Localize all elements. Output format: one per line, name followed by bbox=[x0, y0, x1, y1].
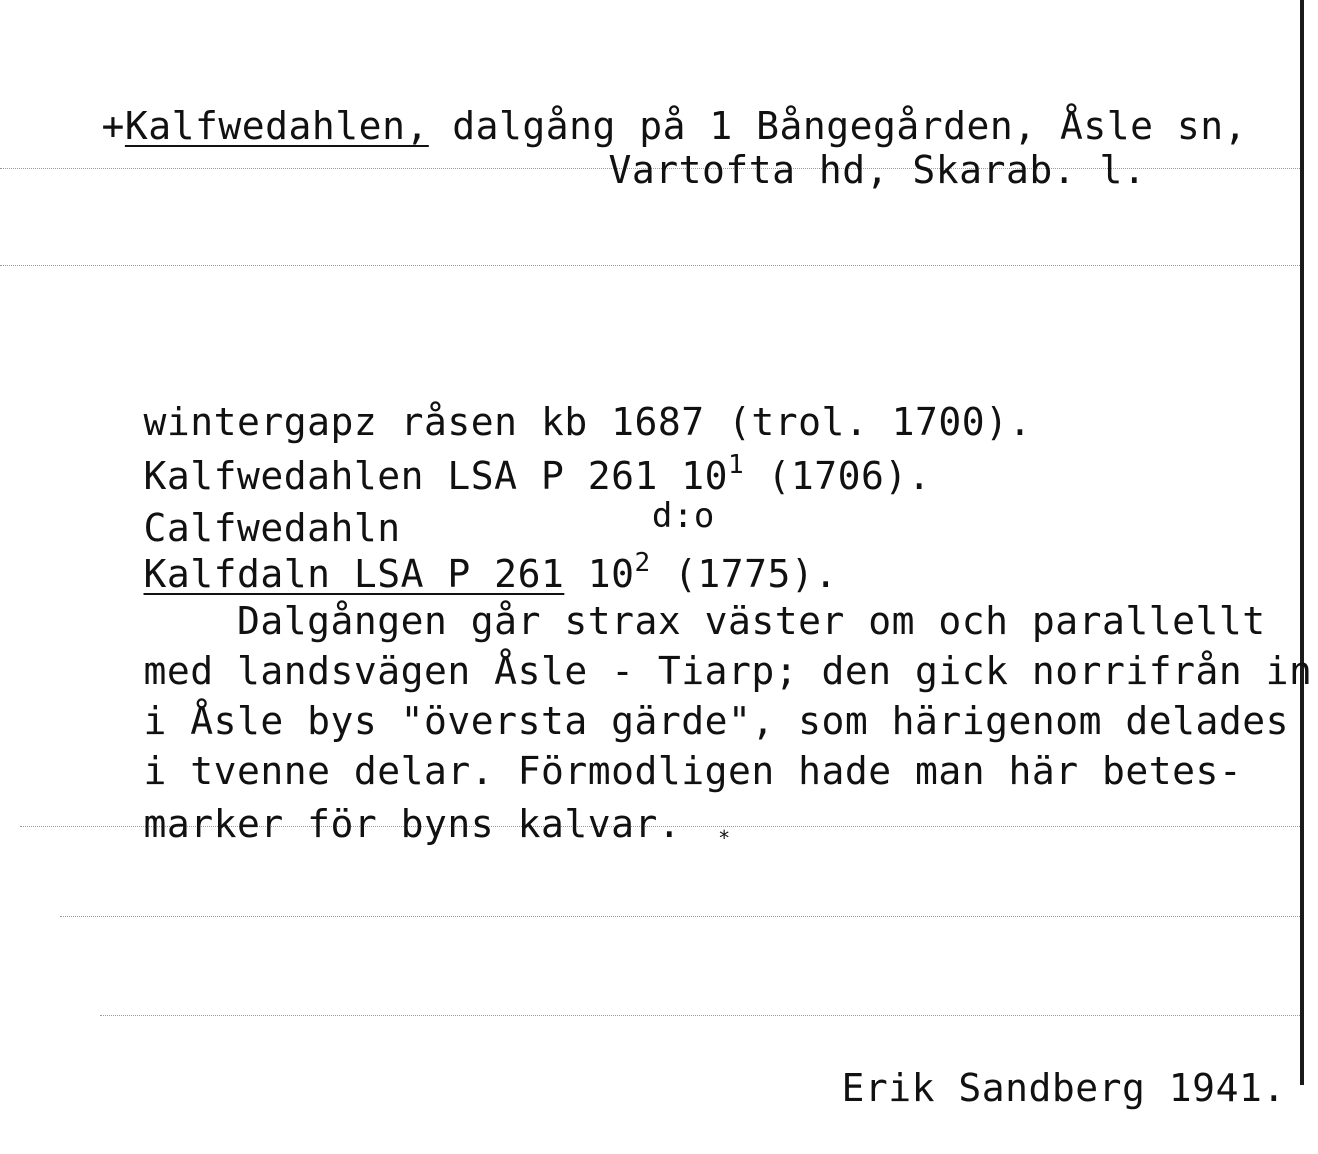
form-superscript: 2 bbox=[634, 548, 651, 578]
guide-rule bbox=[100, 1015, 1300, 1016]
heading-line-2 bbox=[515, 104, 1146, 236]
form-date: (1706). bbox=[744, 454, 932, 498]
body-text: i tvenne delar. Förmodligen hade man här betes- bbox=[143, 749, 1243, 793]
form-text: wintergapz råsen kb 1687 (trol. 1700). bbox=[143, 400, 1032, 444]
ditto-text: d:o bbox=[651, 496, 715, 536]
signature bbox=[748, 1022, 1286, 1154]
body-text: Dalgången går strax väster om och parallellt bbox=[143, 599, 1266, 643]
end-mark-text: * bbox=[718, 826, 731, 850]
form-superscript: 1 bbox=[727, 450, 745, 480]
body-text: med landsvägen Åsle - Tiarp; den gick norrifrån in bbox=[143, 649, 1313, 693]
form-date: (1775). bbox=[650, 552, 838, 596]
end-mark bbox=[668, 772, 731, 904]
form-text: Kalfdaln LSA P 261 bbox=[143, 552, 565, 596]
signature-text: Erik Sandberg 1941. bbox=[841, 1066, 1286, 1110]
body-text: marker för byns kalvar. bbox=[143, 802, 682, 846]
heading-location: Vartofta hd, Skarab. l. bbox=[608, 148, 1147, 192]
guide-rule bbox=[60, 916, 1300, 917]
dagger-mark: + bbox=[101, 104, 125, 148]
form-text: Kalfwedahlen LSA P 261 10 bbox=[143, 454, 728, 498]
heading-description: dalgång på 1 Bångegården, Åsle sn, bbox=[428, 104, 1248, 148]
headword: Kalfwedahlen, bbox=[124, 104, 429, 148]
form-text: Calfwedahln bbox=[143, 506, 401, 550]
card-edge bbox=[1300, 0, 1304, 1085]
guide-rule bbox=[0, 265, 1300, 266]
body-text: i Åsle bys "översta gärde", som härigenom delades bbox=[143, 699, 1290, 743]
form-text: 10 bbox=[564, 552, 635, 596]
body-line-5 bbox=[50, 758, 681, 890]
